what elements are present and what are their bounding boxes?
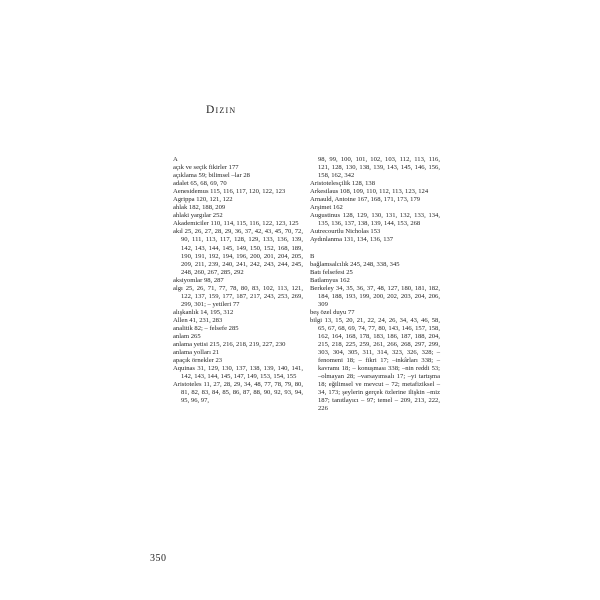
index-entry: Aristoteles 11, 27, 28, 29, 34, 48, 77, 78, 79, 80, 81, 82, 83, 84, 85, 86, 87, 88, 90, 92, 93, 94, 95, 96, 97, [173, 381, 303, 405]
index-entry: Berkeley 34, 35, 36, 37, 48, 127, 180, 181, 182, 184, 188, 193, 199, 200, 202, 203, 204, 206, 309 [310, 284, 440, 308]
index-entry: Aenesidemus 115, 116, 117, 120, 122, 123 [173, 188, 286, 196]
index-entry: ahlak 182, 188, 209 [173, 204, 226, 212]
index-entry-continuation: 98, 99, 100, 101, 102, 103, 112, 113, 116, 121, 128, 130, 138, 139, 143, 145, 146, 156, 158, 162, 342 [318, 156, 440, 180]
index-entry: Augustinus 128, 129, 130, 131, 132, 133, 134, 135, 136, 137, 138, 139, 144, 153, 268 [310, 212, 440, 228]
index-entry: aksiyomlar 98, 287 [173, 276, 224, 284]
index-entry: Akademiciler 110, 114, 115, 116, 122, 123, 125 [173, 220, 299, 228]
index-entry: açıklama 59; bilimsel –lar 28 [173, 172, 250, 180]
index-entry: analitik 82; – felsefe 285 [173, 324, 239, 332]
index-entry: bilgi 13, 15, 20, 21, 22, 24, 26, 34, 43, 46, 58, 65, 67, 68, 69, 74, 77, 80, 143, 146, 157, 158, 162, 164, 168, 178, 183, 186, 187, 188, 204, 215, 218, 225, 259, 261, 266, 268, 297, 299, 303, 304, 305, 311, 314, 323, 326, 328; – fenomeni 18; – fikri 17; –inkârları 338; – kavramı 18; – konuşması 338; –nin reddi 53; –olmayan 28; –varsayımsalı 17; –yi tartışma 18; eğilimsel ve mevcut – 72; metafiziksel – 34, 173; şeylerin gerçek özlerine ilişkin –miz 187; tanıtlayıcı – 97; temel – 209, 213, 222, 226 [310, 316, 440, 413]
section-gap [310, 245, 440, 253]
index-entry: Aydınlanma 131, 134, 136, 137 [310, 236, 394, 244]
index-letter-a: A [173, 156, 178, 163]
index-entry: Agrippa 120, 121, 122 [173, 196, 233, 204]
index-entry: ahlaki yargılar 252 [173, 212, 223, 220]
index-entry: Autrecourtlu Nicholas 153 [310, 228, 381, 236]
page-number: 350 [150, 553, 167, 564]
index-entry: açık ve seçik fikirler 177 [173, 164, 239, 172]
index-entry: Aquinas 31, 129, 130, 137, 138, 139, 140, 141, 142, 143, 144, 145, 147, 149, 153, 154, 155 [173, 365, 303, 381]
index-entry: Allen 41, 231, 283 [173, 316, 223, 324]
index-letter-b: B [310, 252, 315, 260]
index-entry: Aristotelesçilik 128, 138 [310, 180, 376, 188]
index-entry: alışkanlık 14, 195, 312 [173, 308, 234, 316]
index-entry: Arkesilaus 108, 109, 110, 112, 113, 123, 124 [310, 188, 429, 196]
index-entry: Arnauld, Antoine 167, 168, 171, 173, 179 [310, 196, 421, 204]
index-entry: anlama yetisi 215, 216, 218, 219, 227, 230 [173, 341, 286, 349]
index-heading: Dizin [206, 104, 237, 116]
index-entry: anlam 265 [173, 333, 201, 341]
index-entry: apaçık örnekler 23 [173, 357, 223, 365]
index-entry: adalet 65, 68, 69, 70 [173, 180, 227, 188]
index-entry: algı 25, 26, 71, 77, 78, 80, 83, 102, 113, 121, 122, 137, 159, 177, 187, 217, 243, 253, 269, 299, 301; – yetileri 77 [173, 284, 303, 308]
index-column-left [173, 156, 303, 405]
index-entry: Batı felsefesi 25 [310, 268, 353, 276]
index-entry: bağlamsalcılık 245, 248, 338, 345 [310, 260, 400, 268]
index-entry: beş özel duyu 77 [310, 308, 355, 316]
index-entry: Batlamyus 162 [310, 276, 350, 284]
index-entry: akıl 25, 26, 27, 28, 29, 36, 37, 42, 43, 45, 70, 72, 90, 111, 113, 117, 128, 129, 133, 136, 139, 142, 143, 144, 145, 149, 150, 152, 168, 189, 190, 191, 192, 194, 196, 200, 201, 204, 205, 209, 211, 239, 240, 241, 242, 243, 244, 245, 248, 260, 267, 285, 292 [173, 228, 303, 276]
index-entry: Arşimet 162 [310, 204, 343, 212]
index-entry: anlama yolları 21 [173, 349, 220, 357]
index-column-right [310, 156, 440, 414]
